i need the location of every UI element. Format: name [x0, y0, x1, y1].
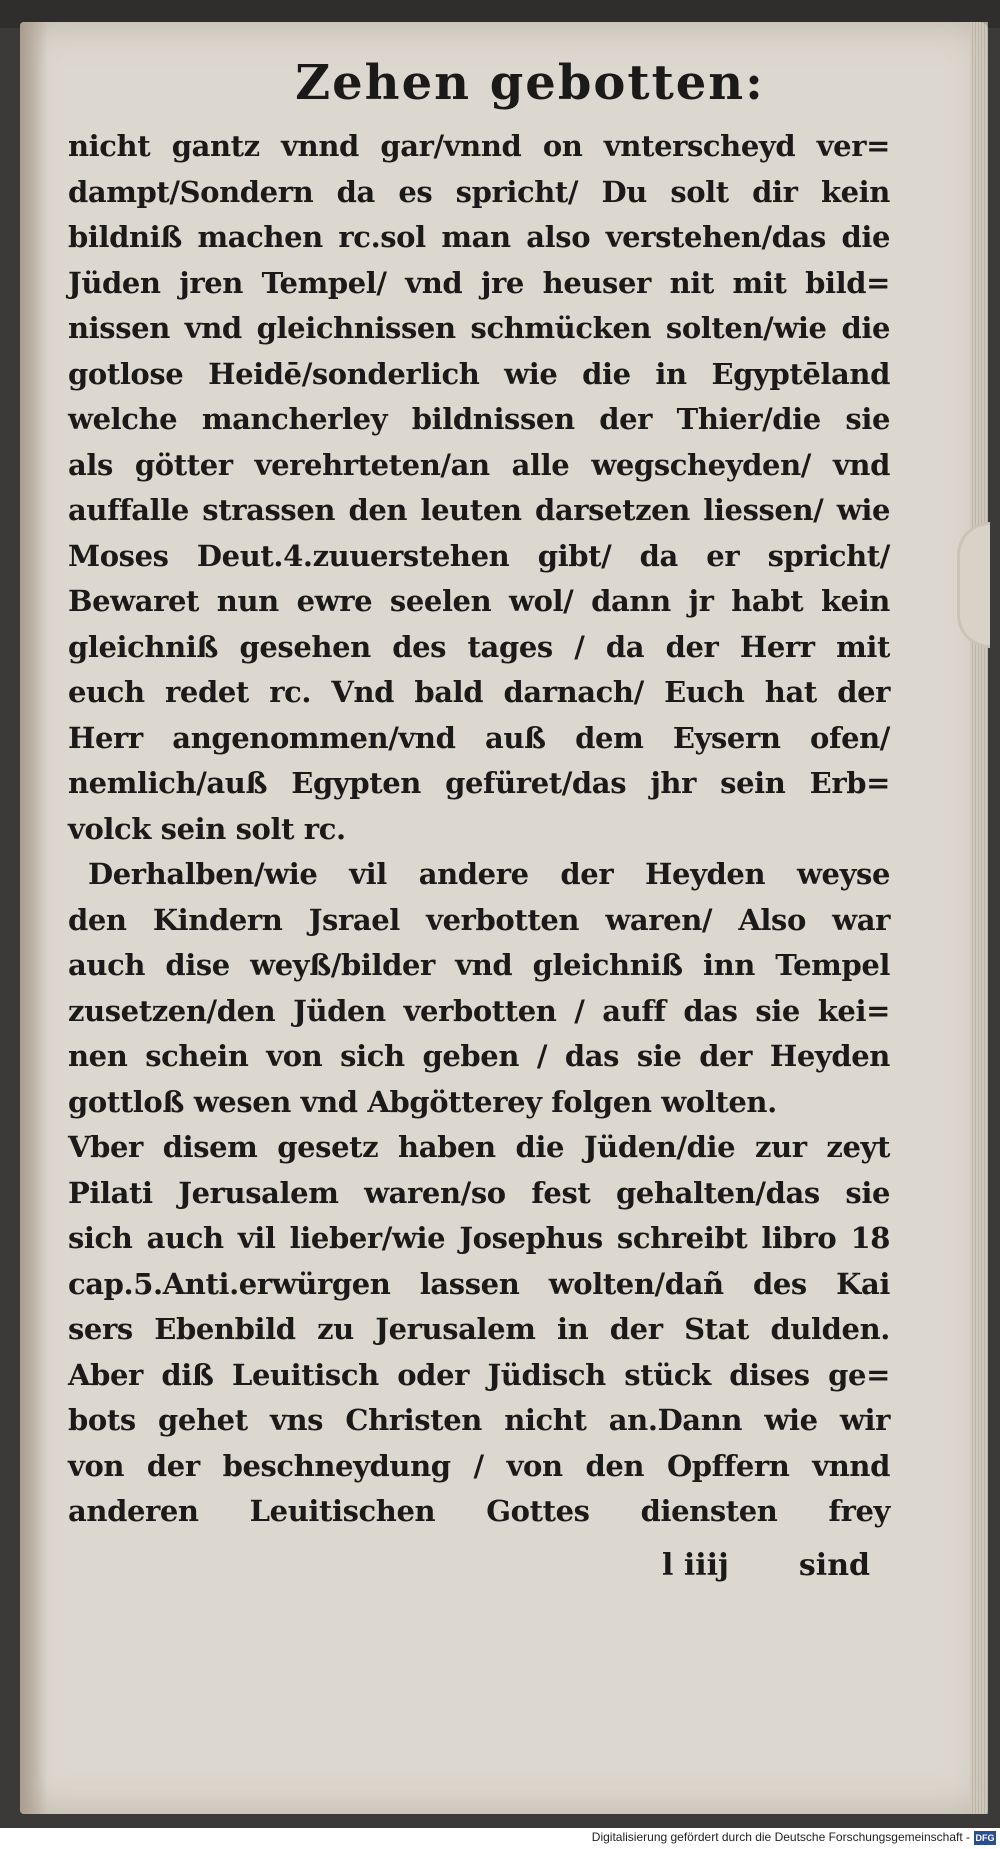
footer-credit: Digitalisierung gefördert durch die Deutsche Forschungsgemeinschaft -: [591, 1830, 970, 1844]
text-line: nen schein von sich geben / das sie der Heyden: [68, 1039, 890, 1073]
text-line: Vber disem gesetz haben die Jüden/die zur zeyt: [68, 1130, 890, 1164]
text-line: bildniß machen rc.sol man also verstehen/das die: [68, 220, 890, 254]
footer-bar: [0, 1828, 1000, 1849]
text-line: volck sein solt rc.: [68, 811, 346, 846]
signature-line: [50, 1543, 870, 1588]
text-line: gottloß wesen vnd Abgötterey folgen wolten.: [68, 1084, 777, 1119]
text-line: gleichniß gesehen des tages / da der Herr mit: [68, 629, 890, 664]
catchword: sind: [798, 1547, 870, 1583]
text-line: zusetzen/den Jüden verbotten / auff das sie kei=: [68, 993, 890, 1028]
body-text: [68, 124, 890, 1535]
text-line: Pilati Jerusalem waren/so fest gehalten/das sie: [68, 1175, 890, 1210]
text-line: gotlose Heidē/sonderlich wie die in Egyptēland: [68, 356, 890, 391]
text-line: Derhalben/wie vil andere der Heyden weyse: [88, 857, 890, 891]
text-line: anderen Leuitischen Gottes diensten frey: [68, 1494, 890, 1528]
text-line: bots gehet vns Christen nicht an.Dann wie wir: [68, 1403, 890, 1437]
text-line: sich auch vil lieber/wie Josephus schreibt libro 18: [68, 1221, 890, 1255]
text-line: Aber diß Leuitisch oder Jüdisch stück dises ge=: [68, 1357, 890, 1392]
text-line: sers Ebenbild zu Jerusalem in der Stat dulden.: [68, 1312, 890, 1346]
text-line: Herr angenommen/vnd auß dem Eysern ofen/: [68, 720, 890, 755]
dfg-logo-icon: DFG: [975, 1833, 995, 1843]
text-line: als götter verehrteten/an alle wegscheyden/ vnd: [68, 447, 890, 482]
text-line: welche mancherley bildnissen der Thier/die sie: [68, 402, 890, 436]
text-line: den Kindern Jsrael verbotten waren/ Also war: [68, 902, 890, 937]
text-line: Bewaret nun ewre seelen wol/ dann jr habt kein: [68, 584, 890, 618]
text-line: auffalle strassen den leuten darsetzen liessen/ wie: [68, 493, 890, 527]
text-block: [50, 52, 890, 1588]
text-line: von der beschneydung / von den Opffern vnnd: [68, 1448, 890, 1483]
text-line: cap.5.Anti.erwürgen lassen wolten/dañ des Kai: [68, 1266, 890, 1301]
running-head: Zehen gebotten:: [295, 55, 765, 111]
text-line: nissen vnd gleichnissen schmücken solten/wie die: [68, 311, 890, 345]
text-line: euch redet rc. Vnd bald darnach/ Euch hat der: [68, 675, 890, 709]
text-line: dampt/Sondern da es spricht/ Du solt dir kein: [68, 174, 890, 209]
page-fore-edge: [970, 22, 988, 1814]
book-page: [20, 22, 988, 1814]
text-line: Jüden jren Tempel/ vnd jre heuser nit mit bild=: [68, 265, 890, 300]
page-gutter-shadow: [20, 22, 48, 1814]
binding-clasp: [957, 522, 990, 648]
signature-mark: l iiij: [662, 1547, 729, 1583]
text-line: nemlich/auß Egypten gefüret/das jhr sein Erb=: [68, 766, 890, 800]
text-line: Moses Deut.4.zuuerstehen gibt/ da er spricht/: [68, 538, 890, 573]
text-line: auch dise weyß/bilder vnd gleichniß inn Tempel: [68, 948, 890, 982]
text-line: nicht gantz vnnd gar/vnnd on vnterscheyd ver=: [68, 129, 890, 163]
